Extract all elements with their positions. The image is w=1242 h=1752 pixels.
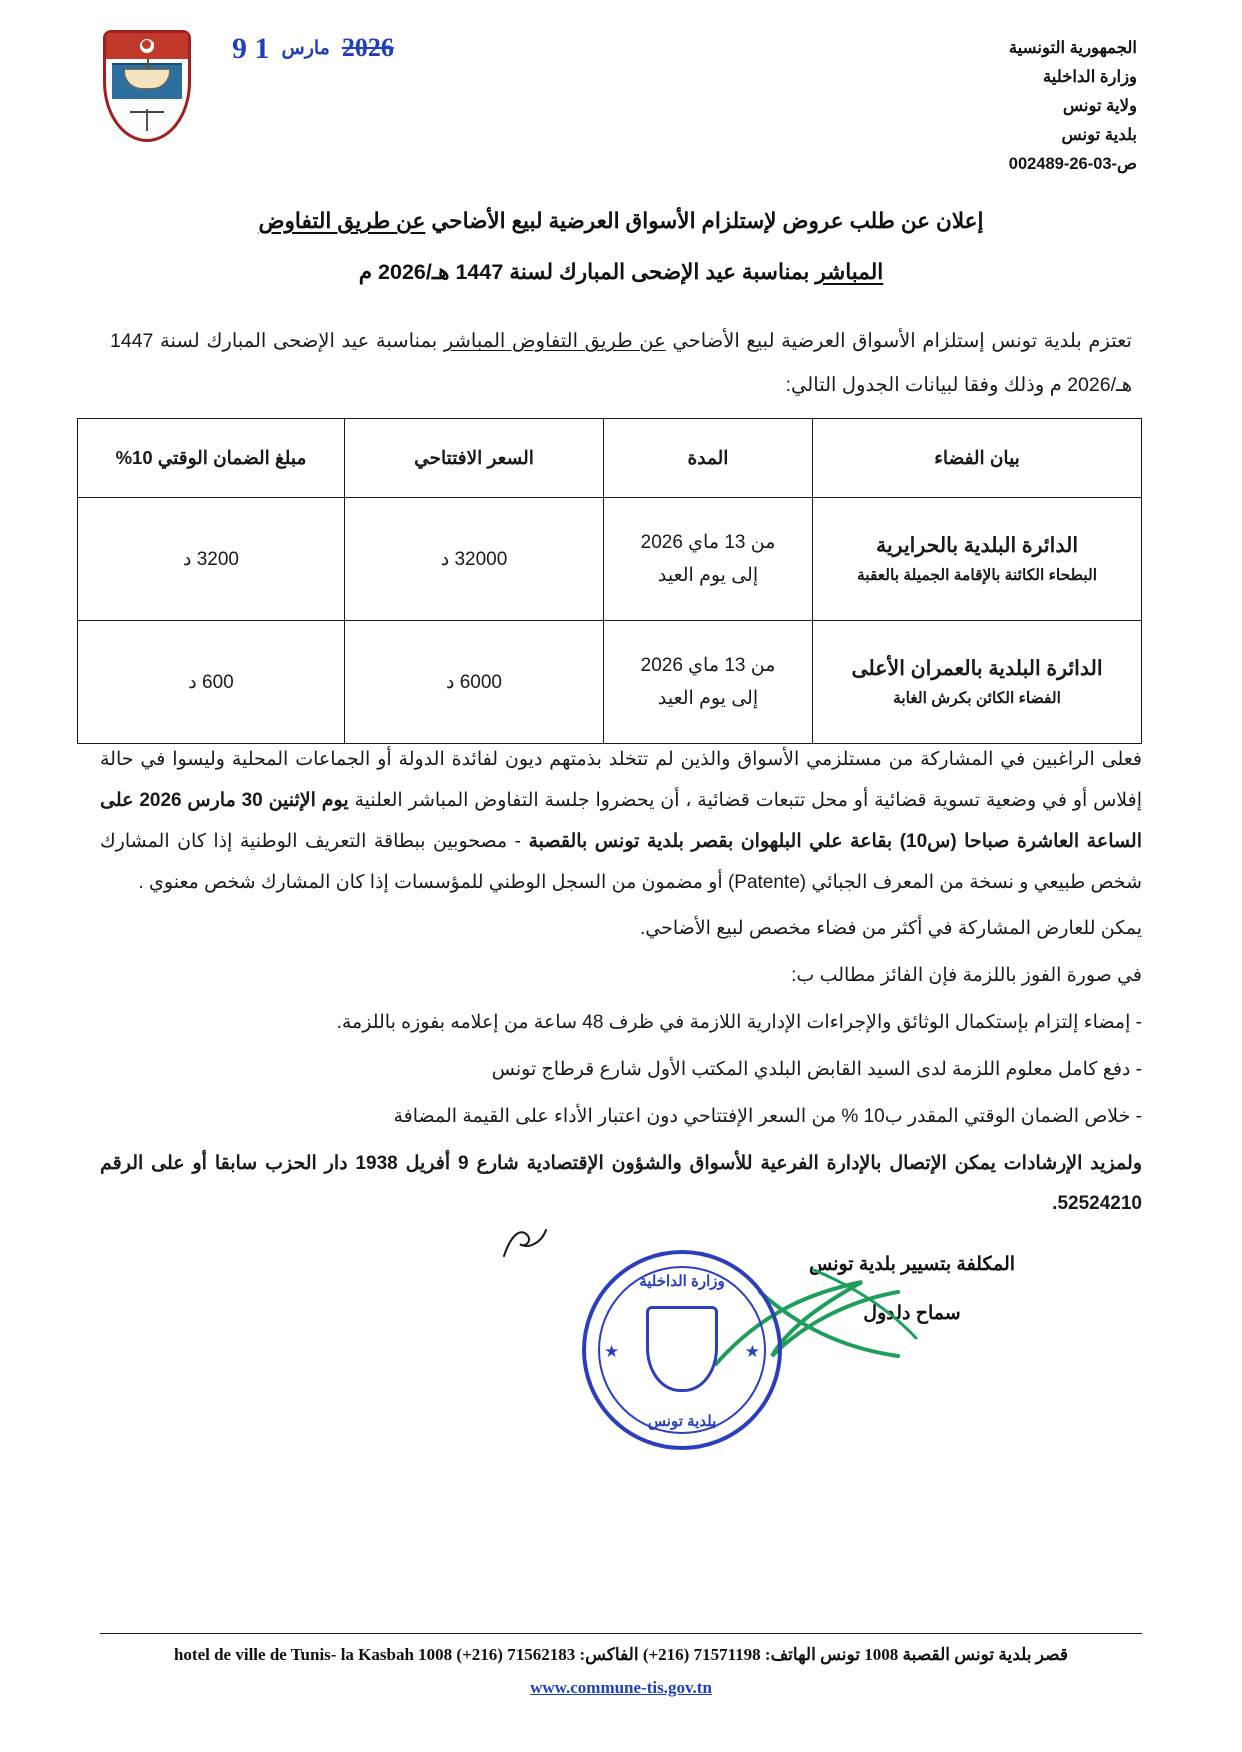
body-paragraph-3: في صورة الفوز باللزمة فإن الفائز مطالب ب: — [791, 965, 1142, 987]
stamp-top-text: وزارة الداخلية — [639, 1273, 725, 1290]
stamp-star-right-icon: ★ — [744, 1342, 760, 1361]
table-cell-period — [604, 498, 813, 621]
official-stamp — [582, 1250, 782, 1450]
body-paragraph-2: يمكن للعارض المشاركة في أكثر من فضاء مخصص لبيع الأضاحي. — [640, 918, 1142, 940]
body-bullet-3: - خلاص الضمان الوقتي المقدر ب10 % من السعر الإفتتاحي دون اعتبار الأداء على القيمة المضافة — [393, 1105, 1142, 1127]
reference-number: ص-03-26-002489 — [1008, 154, 1137, 173]
space-name: الدائرة البلدية بالحرايرية — [875, 534, 1079, 557]
date-stamp-day: 1 9 — [232, 32, 270, 65]
table-cell-space — [813, 498, 1142, 621]
period-to: إلى يوم العيد — [657, 565, 759, 586]
table-header-row — [78, 419, 1142, 498]
offers-table — [77, 418, 1142, 744]
table-header-opening-price: السعر الافتتاحي — [345, 419, 604, 498]
intro-paragraph — [110, 320, 1132, 408]
title-line-1-part-b: عن طريق التفاوض — [258, 209, 426, 233]
body-bullet-2: - دفع كامل معلوم اللزمة لدى السيد القابض البلدي المكتب الأول شارع قرطاج تونس — [491, 1058, 1142, 1080]
authority-line-ministry: وزارة الداخلية — [1042, 67, 1137, 86]
period-from: من 13 ماي 2026 — [640, 654, 776, 676]
stamp-emblem-icon — [646, 1306, 718, 1392]
authority-line-governorate: ولاية تونس — [1062, 96, 1137, 115]
authority-line-republic: الجمهورية التونسية — [1008, 39, 1137, 57]
table-cell-guarantee: 600 د — [78, 621, 345, 744]
authority-line-municipality: بلدية تونس — [1061, 125, 1137, 144]
period-from: من 13 ماي 2026 — [640, 531, 776, 553]
body-paragraph-1-bold: يوم الإثنين 30 مارس 2026 على الساعة العاشرة صباحا (س10) بقاعة علي البلهوان بقصر بلدية تونس بالقصبة — [100, 789, 1142, 852]
title-line-2-part-a: المباشر — [815, 259, 884, 284]
table-header-guarantee: مبلغ الضمان الوقتي 10% — [78, 419, 345, 498]
footer-address-line — [100, 1639, 1142, 1671]
issuing-authority-block — [1009, 34, 1137, 178]
page-title — [110, 196, 1132, 297]
footer-address-latin: hotel de ville de Tunis- la Kasbah 1008 — [173, 1645, 453, 1665]
table-row — [78, 498, 1142, 621]
stamp-star-left-icon: ★ — [604, 1342, 620, 1361]
stamp-bottom-text: بلدية تونس — [647, 1413, 717, 1430]
space-name: الدائرة البلدية بالعمران الأعلى — [851, 657, 1103, 680]
title-line-2-part-b: بمناسبة عيد الإضحى المبارك لسنة 1447 هـ/2026 م — [358, 259, 816, 284]
table-cell-guarantee: 3200 د — [78, 498, 345, 621]
title-line-1 — [110, 196, 1132, 247]
footer-website-link[interactable]: www.commune-tis.gov.tn — [530, 1677, 712, 1697]
body-paragraph-contact: ولمزيد الإرشادات يمكن الإتصال بالإدارة الفرعية للأسواق والشؤون الإقتصادية شارع 9 أفريل 1938 دار الحزب سابقا أو على الرقم 52524210. — [100, 1152, 1142, 1215]
document-body — [100, 740, 1142, 1231]
table-cell-opening-price: 6000 د — [345, 621, 604, 744]
period-to: إلى يوم العيد — [657, 688, 759, 709]
intro-part-2-underlined: عن طريق التفاوض المباشر — [443, 330, 666, 352]
table-header-period: المدة — [604, 419, 813, 498]
table-header-space: بيان الفضاء — [813, 419, 1142, 498]
body-paragraph-1 — [100, 740, 1142, 903]
intro-part-3: بمناسبة عيد الإضحى المبارك لسنة 1447 هـ/2026 م وذلك وفقا لبيانات الجدول التالي: — [110, 330, 1132, 396]
body-paragraph-1-part-a: فعلى الراغبين في المشاركة من مستلزمي الأسواق والذين لم تتخلد بذمتهم ديون لفائدة الدولة أو الجماعات المحلية وليسوا في حالة إفلاس أو في وضعية تسوية قضائية أو محل تتبعات قضائية ، أن يحضروا جلسة التفاوض المباشر العلنية — [100, 749, 1142, 811]
table-cell-opening-price: 32000 د — [345, 498, 604, 621]
title-line-1-part-a: إعلان عن طلب عروض لإستلزام الأسواق العرضية لبيع الأضاحي — [425, 209, 984, 233]
date-stamp-year: 2026 — [341, 33, 394, 62]
handwritten-pen-mark — [498, 1222, 552, 1262]
space-sub-location: البطحاء الكائنة بالإقامة الجميلة بالعقبة — [856, 567, 1098, 584]
table-row — [78, 621, 1142, 744]
intro-part-1: تعتزم بلدية تونس إستلزام الأسواق العرضية لبيع الأضاحي — [665, 330, 1132, 352]
date-stamp — [232, 32, 394, 66]
footer-divider — [100, 1633, 1142, 1634]
signature-role: المكلفة بتسيير بلدية تونس — [808, 1254, 1016, 1275]
space-sub-location: الفضاء الكائن بكرش الغابة — [893, 690, 1061, 707]
document-header — [0, 22, 1242, 192]
signature-name: سماح دلدول — [863, 1303, 961, 1325]
table-cell-space — [813, 621, 1142, 744]
tunisia-coat-of-arms-icon — [103, 30, 191, 142]
body-paragraph-1-part-b: - مصحوبين ببطاقة التعريف الوطنية إذا كان المشارك شخص طبيعي و نسخة من المعرف الجبائي (Patente) أو مضمون من السجل الوطني للمؤسسات إذا كان المشارك شخص معنوي . — [100, 830, 1142, 893]
title-line-2 — [110, 247, 1132, 298]
body-bullet-1: - إمضاء إلتزام بإستكمال الوثائق والإجراءات الإدارية اللازمة في ظرف 48 ساعة من إعلامه بفوزه باللزمة. — [336, 1012, 1142, 1034]
date-stamp-month: مارس — [281, 38, 330, 59]
table-cell-period — [604, 621, 813, 744]
document-footer — [100, 1639, 1142, 1704]
footer-address-arabic: قصر بلدية تونس القصبة 1008 تونس الهاتف: 71571198 (216+) الفاكس: 71562183 (216+) — [456, 1645, 1069, 1665]
